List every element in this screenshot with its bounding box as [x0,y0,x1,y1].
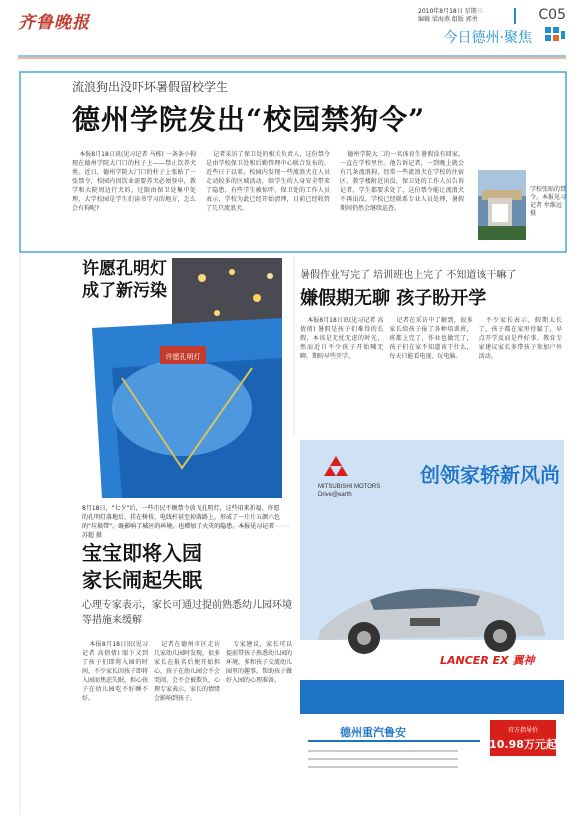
section-title: 今日德州·聚焦 [443,30,532,46]
notice-photo [478,170,526,240]
top-story-body [72,150,464,250]
lantern-sign-text: 许愿孔明灯 [165,353,201,361]
body-paragraph: 本报8月18日讯(见习记者 高倩倩) 暑假是孩子们难得的长假，本该是无忧无虑的时光，然而近日不少孩子开始喊无聊，期盼早些开学。 [300,317,384,360]
baby-body [82,640,292,810]
body-paragraph: 记者在德州市区走访几家幼儿园时发现，很多家长在报名后便开始担心，孩子在幼儿园会不会哭闹、会不会被欺负，心理专家表示，家长的情绪会影响到孩子。 [154,641,221,702]
editors-text: 编辑 梁海燕 组版 郭勇 [418,16,478,23]
ad-model-text: LANCER EX 翼神 [440,654,535,667]
baby-subtitle: 心理专家表示，家长可通过提前熟悉幼儿园环境等措施来缓解 [82,600,292,626]
summer-body [300,316,562,436]
top-story-headline: 德州学院发出“校园禁狗令” [72,103,426,136]
grid-icon [544,26,566,42]
top-story [20,76,568,252]
lantern-title-line: 许愿孔明灯 [82,259,167,279]
baby-headline [82,540,202,594]
ad-price-label: 官方指导价 [507,727,539,734]
dateline [418,8,500,24]
ad-brand-text: MITSUBISHI MOTORS [318,484,381,490]
baby-headline-line: 家长闹起失眠 [82,568,202,592]
date-text: 2010年8月18日 星期三 [418,8,483,15]
body-paragraph: 专家建议，家长可以提前带孩子熟悉幼儿园的环境，多和孩子交流幼儿园里的趣事，帮助孩子做好入园的心理准备。 [226,641,292,684]
lantern-caption: 8月18日，“七夕”后，一些市民不顾禁令放飞孔明灯，这些用来祈福、许愿的孔明灯落地后，挂在树枝、电线杆甚至掉落路上，形成了一片片五颜六色的“垃圾带”，既影响了城区的环境，也增加了火灾的隐患。本报见习记者 苏超 摄 [82,505,281,539]
ad-tagline-text: Drive@earth [318,492,352,498]
body-paragraph: 记者采访了保卫处的相关负责人，这份禁令是由学校保卫处和后勤管理中心联合发布的，近些日子以来，校园内发现一些流浪犬在人员走动较多的区域活动，给学生的人身安全带来了隐患，有些学生被惊吓。保卫处的工作人员表示，学校为此已经开始清理，目前已经收管了几只流浪犬。 [206,151,330,212]
lantern-title-line: 成了新污染 [82,281,167,301]
body-paragraph: 记者在采访中了解到，很多家长给孩子报了各种培训班，班都上完了，作业也做完了，孩子们在家不知道该干什么，每天只能看电视、玩电脑。 [389,317,473,360]
page-number: C05 [538,7,566,23]
body-paragraph: 德州学院大二的一名体育生暑假没有回家，一直在学校里住。他告诉记者，一到晚上就会有几条流浪狗，经常一些流浪犬在学校的住宿区、教学楼附近出没，保卫处的工作人员告诉记者，学生都要求处了，这份禁令能让流浪犬不再出没，学校已经联系专业人员处理，暑假期间仍然会继续巡查。 [340,151,464,212]
car-advertisement [300,440,564,800]
body-paragraph: 本报8月18日讯(见习记者 马栋) 一条条小狗现在德州学院大门口的柱子上——禁止饮养犬类。近日，德州学院大门口的柱子上张贴了一张禁令，校园内因饮业需要养犬必须登申，教学和大院周边行犬的，过限由保卫处集中处理，大学校园是学生们读书学习的地方，怎么会有狗呢? [72,151,196,212]
ad-price-text: 10.98万元起 [489,738,557,751]
top-story-kicker: 流浪狗出没吓坏暑假留校学生 [72,80,229,94]
ad-slogan-text: 创领家轿新风尚 [420,463,560,487]
body-paragraph: 不少家长表示，假期太长了，孩子都在家里待腻了，早点开学反而是件好事。教育专家建议家长多带孩子参加户外活动。 [478,317,562,360]
summer-kicker: 暑假作业写完了 培训班也上完了 不知道该干嘛了 [300,270,517,281]
ad-artwork [300,440,564,800]
masthead [18,6,566,54]
baby-headline-line: 宝宝即将入园 [82,541,202,565]
body-paragraph: 本报8月18日讯(见习记者 高倩倩) 眼下又到了孩子们即将入园的时间，不少家长因孩子即将入园而焦虑失眠，担心孩子在幼儿园吃不好睡不好。 [82,641,149,702]
newspaper-brand: 齐鲁晚报 [18,13,90,33]
photo-caption: 学校张贴的禁令。本报见习记者 牟维远 摄 [530,186,567,217]
summer-headline: 嫌假期无聊 孩子盼开学 [300,288,487,309]
lantern-title [82,258,167,302]
ad-dealer-text: 德州重汽鲁安 [340,726,406,739]
page-number-bar [514,8,516,24]
